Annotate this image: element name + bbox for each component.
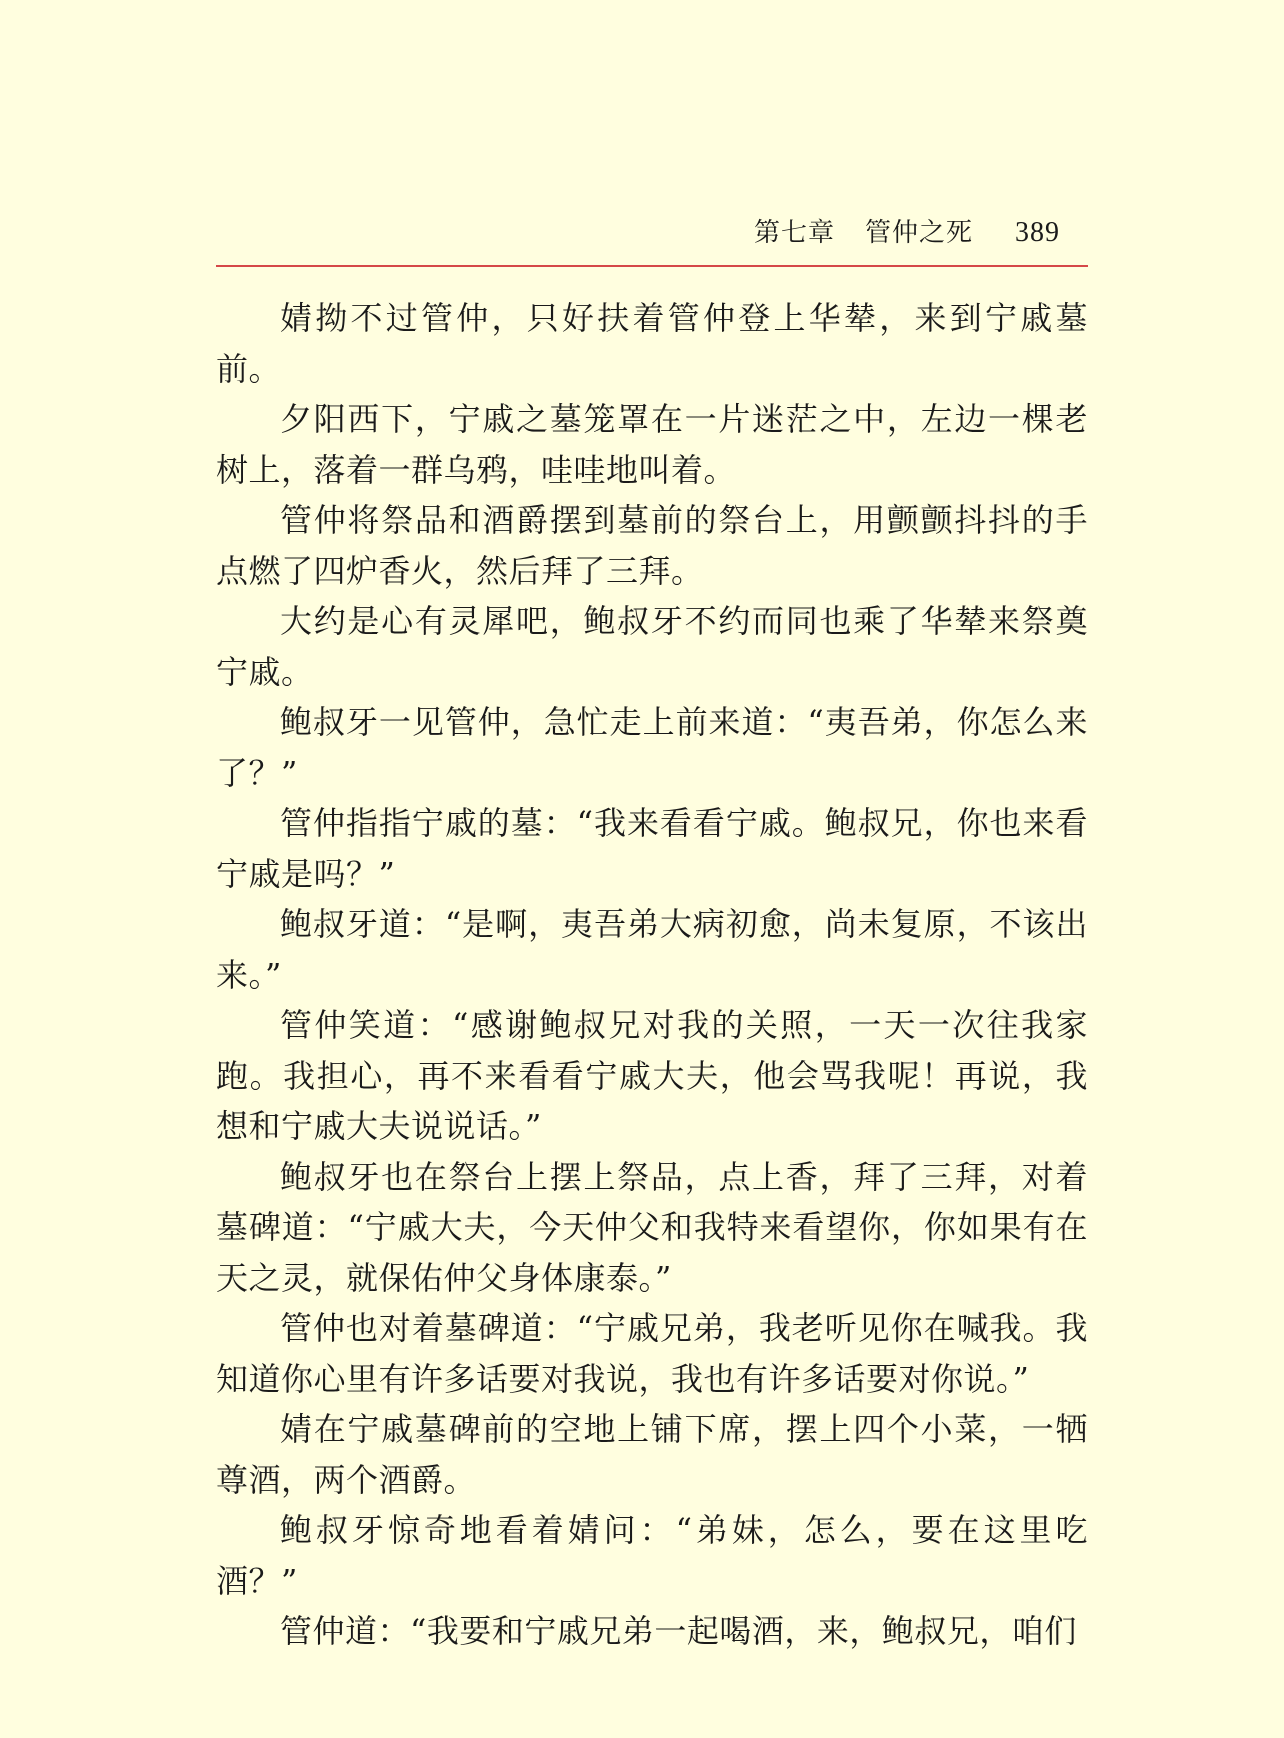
paragraph-2: 夕阳西下，宁戚之墓笼罩在一片迷茫之中，左边一棵老树上，落着一群乌鸦，哇哇地叫着。 xyxy=(216,400,1088,489)
running-header xyxy=(216,212,1088,254)
paragraph-5: 鲍叔牙一见管仲，急忙走上前来道：“夷吾弟，你怎么来了？” xyxy=(216,703,1088,792)
paragraph-10: 管仲也对着墓碑道：“宁戚兄弟，我老听见你在喊我。我知道你心里有许多话要对我说，我也有许多话要对你说。” xyxy=(216,1309,1088,1398)
paragraph-7: 鲍叔牙道：“是啊，夷吾弟大病初愈，尚未复原，不该出来。” xyxy=(216,905,1088,994)
paragraph-3: 管仲将祭品和酒爵摆到墓前的祭台上，用颤颤抖抖的手点燃了四炉香火，然后拜了三拜。 xyxy=(216,501,1088,590)
paragraph-4: 大约是心有灵犀吧，鲍叔牙不约而同也乘了华辇来祭奠宁戚。 xyxy=(216,602,1088,691)
paragraph-8: 管仲笑道：“感谢鲍叔兄对我的关照，一天一次往我家跑。我担心，再不来看看宁戚大夫，他会骂我呢！再说，我想和宁戚大夫说说话。” xyxy=(216,1006,1088,1145)
paragraph-11: 婧在宁戚墓碑前的空地上铺下席，摆上四个小菜，一牺尊酒，两个酒爵。 xyxy=(216,1410,1088,1499)
body-text xyxy=(216,293,1088,1657)
chapter-number: 第七章 xyxy=(753,218,835,248)
header-divider xyxy=(216,265,1088,267)
paragraph-13: 管仲道：“我要和宁戚兄弟一起喝酒，来，鲍叔兄，咱们 xyxy=(280,1612,1077,1650)
page-number: 389 xyxy=(1015,217,1060,248)
paragraph-6: 管仲指指宁戚的墓：“我来看看宁戚。鲍叔兄，你也来看宁戚是吗？” xyxy=(216,804,1088,893)
paragraph-9: 鲍叔牙也在祭台上摆上祭品，点上香，拜了三拜，对着墓碑道：“宁戚大夫，今天仲父和我特来看望你，你如果有在天之灵，就保佑仲父身体康泰。” xyxy=(216,1157,1088,1297)
paragraph-1: 婧拗不过管仲，只好扶着管仲登上华辇，来到宁戚墓前。 xyxy=(216,299,1088,388)
chapter-title: 管仲之死 xyxy=(864,218,973,248)
paragraph-12: 鲍叔牙惊奇地看着婧问：“弟妹，怎么，要在这里吃酒？” xyxy=(216,1511,1088,1600)
